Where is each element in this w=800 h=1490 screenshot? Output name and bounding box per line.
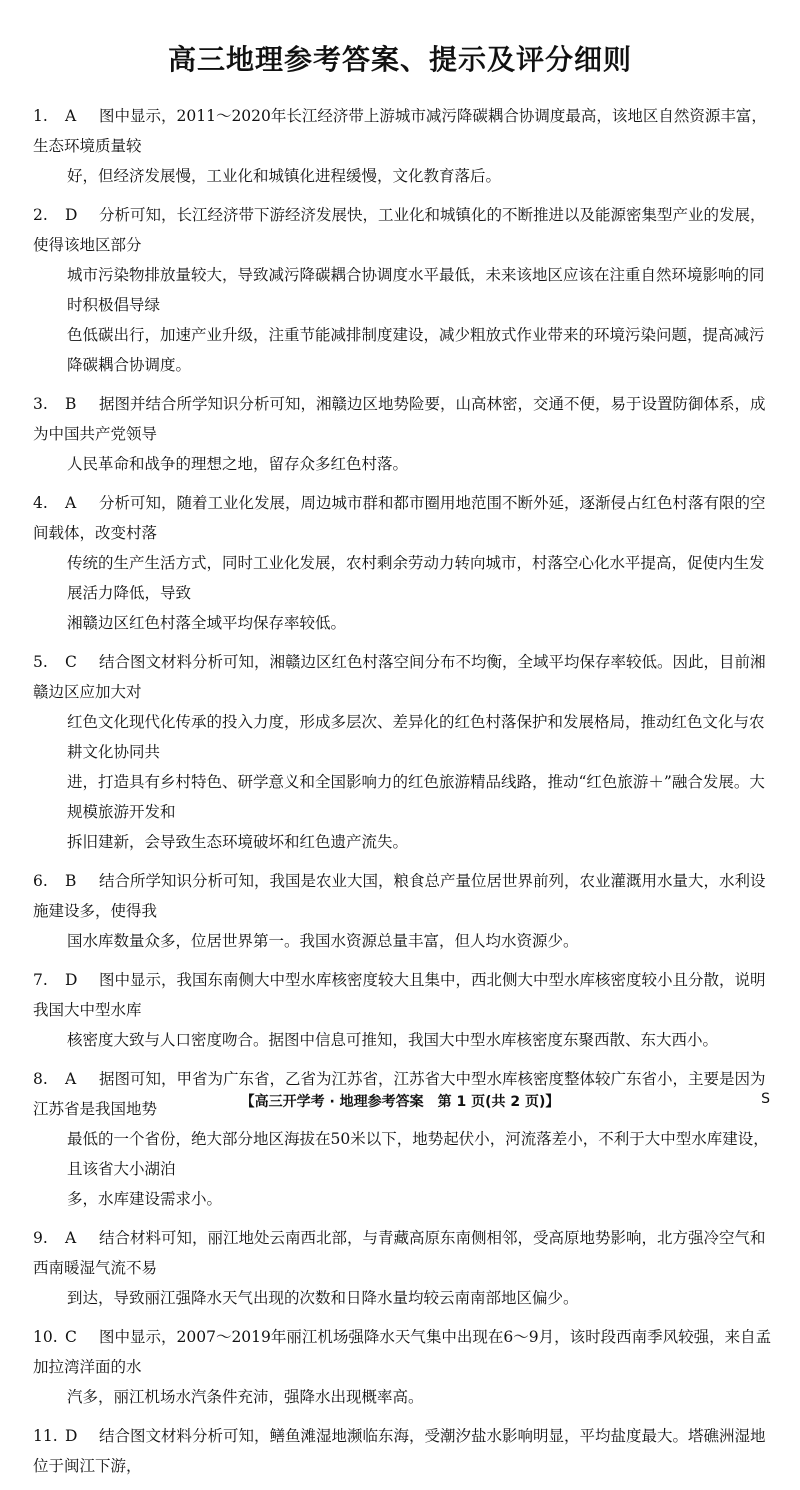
answer-line (33, 866, 773, 926)
question-number: 3. (33, 395, 48, 413)
question-number: 4. (33, 494, 48, 512)
answer-line (33, 389, 773, 449)
answer-line (33, 200, 773, 260)
answer-item (33, 866, 773, 956)
answer-line (33, 1382, 773, 1412)
question-number: 6. (33, 872, 48, 890)
answer-text: 国水库数量众多，位居世界第一。我国水资源总量丰富，但人均水资源少。 (67, 932, 579, 950)
question-number: 7. (33, 971, 48, 989)
answer-text: 人民革命和战争的理想之地，留存众多红色村落。 (67, 455, 409, 473)
answer-item (33, 1064, 773, 1214)
page-footer: 【高三开学考 · 地理参考答案 第 1 页(共 2 页)】 (240, 1094, 560, 1110)
answer-list (33, 101, 773, 1490)
answer-text: 图中显示，我国东南侧大中型水库核密度较大且集中，西北侧大中型水库核密度较小且分散，说明我国大中型水库 (33, 971, 766, 1019)
answer-line (33, 827, 773, 857)
answer-text: 结合材料可知，丽江地处云南西北部，与青藏高原东南侧相邻，受高原地势影响，北方强冷空气和西南暖湿气流不易 (33, 1229, 766, 1277)
answer-item (33, 647, 773, 857)
answer-text: 湘赣边区红色村落全域平均保存率较低。 (67, 614, 347, 632)
answer-line (33, 926, 773, 956)
answer-text: 结合图文材料分析可知，鳝鱼滩湿地濒临东海，受潮汐盐水影响明显，平均盐度最大。塔礁洲湿地位于闽江下游， (33, 1427, 766, 1475)
answer-item (33, 1421, 773, 1481)
answer-line (33, 101, 773, 161)
answer-letter: D (65, 206, 78, 224)
answer-line (33, 767, 773, 827)
answer-line (33, 548, 773, 608)
answer-letter: B (65, 872, 77, 890)
answer-text: 核密度大致与人口密度吻合。据图中信息可推知，我国大中型水库核密度东聚西散、东大西小。 (67, 1031, 719, 1049)
answer-text: 最低的一个省份，绝大部分地区海拔在50米以下，地势起伏小，河流落差小，不利于大中型水库建设，且该省大小湖泊 (67, 1130, 769, 1178)
answer-line (33, 1025, 773, 1055)
answer-letter: C (65, 1328, 77, 1346)
answer-text: 好，但经济发展慢，工业化和城镇化进程缓慢，文化教育落后。 (67, 167, 502, 185)
question-number: 9. (33, 1229, 48, 1247)
question-number: 8. (33, 1070, 48, 1088)
answer-line (33, 965, 773, 1025)
answer-letter: B (65, 395, 77, 413)
answer-line (33, 647, 773, 707)
answer-line (33, 1223, 773, 1283)
answer-text: 结合图文材料分析可知，湘赣边区红色村落空间分布不均衡，全域平均保存率较低。因此，目前湘赣边区应加大对 (33, 653, 766, 701)
answer-letter: A (65, 494, 77, 512)
answer-item (33, 101, 773, 191)
answer-line (33, 1322, 773, 1382)
answer-text: 分析可知，随着工业化发展，周边城市群和都市圈用地范围不断外延，逐渐侵占红色村落有限的空间载体，改变村落 (33, 494, 766, 542)
answer-line (33, 161, 773, 191)
answer-item (33, 488, 773, 638)
question-number: 2. (33, 206, 48, 224)
answer-text: 结合所学知识分析可知，我国是农业大国，粮食总产量位居世界前列，农业灌溉用水量大，水利设施建设多，使得我 (33, 872, 766, 920)
question-number: 1. (33, 107, 48, 125)
answer-line (33, 449, 773, 479)
answer-text: 据图并结合所学知识分析可知，湘赣边区地势险要，山高林密，交通不便，易于设置防御体系，成为中国共产党领导 (33, 395, 766, 443)
answer-letter: C (65, 653, 77, 671)
answer-text: 传统的生产生活方式，同时工业化发展，农村剩余劳动力转向城市，村落空心化水平提高，促使内生发展活力降低，导致 (67, 554, 765, 602)
answer-line (33, 1421, 773, 1481)
answer-letter: D (65, 1427, 78, 1445)
answer-text: 图中显示，2011～2020年长江经济带上游城市减污降碳耦合协调度最高，该地区自然资源丰富，生态环境质量较 (33, 107, 767, 155)
answer-text: 据图可知，甲省为广东省，乙省为江苏省，江苏省大中型水库核密度整体较广东省小，主要是因为江苏省是我国地势 (33, 1070, 766, 1118)
answer-item (33, 1322, 773, 1412)
answer-item (33, 389, 773, 479)
answer-letter: D (65, 971, 78, 989)
answer-text: 红色文化现代化传承的投入力度，形成多层次、差异化的红色村落保护和发展格局，推动红色文化与农耕文化协同共 (67, 713, 765, 761)
answer-line (33, 1124, 773, 1184)
question-number: 11. (33, 1427, 58, 1445)
answer-text: 汽多，丽江机场水汽条件充沛，强降水出现概率高。 (67, 1388, 424, 1406)
answer-text: 多，水库建设需求小。 (67, 1190, 223, 1208)
answer-letter: A (65, 1229, 77, 1247)
answer-line (33, 1184, 773, 1214)
answer-line (33, 707, 773, 767)
answer-text: 进，打造具有乡村特色、研学意义和全国影响力的红色旅游精品线路，推动“红色旅游＋”融合发展。大规模旅游开发和 (67, 773, 765, 821)
corner-mark: S (761, 1091, 770, 1107)
answer-line (33, 608, 773, 638)
answer-line (33, 1283, 773, 1313)
answer-item (33, 965, 773, 1055)
answer-letter: A (65, 1070, 77, 1088)
answer-line (33, 260, 773, 320)
answer-text: 拆旧建新，会导致生态环境破坏和红色遗产流失。 (67, 833, 409, 851)
answer-text: 到达，导致丽江强降水天气出现的次数和日降水量均较云南南部地区偏少。 (67, 1289, 579, 1307)
question-number: 10. (33, 1328, 58, 1346)
answer-item (33, 1223, 773, 1313)
answer-line (33, 488, 773, 548)
answer-text: 城市污染物排放量较大，导致减污降碳耦合协调度水平最低，未来该地区应该在注重自然环境影响的同时积极倡导绿 (67, 266, 765, 314)
answer-item (33, 200, 773, 380)
answer-line (33, 320, 773, 380)
page-title: 高三地理参考答案、提示及评分细则 (167, 43, 632, 76)
answer-text: 色低碳出行，加速产业升级，注重节能减排制度建设，减少粗放式作业带来的环境污染问题，提高减污降碳耦合协调度。 (67, 326, 765, 374)
answer-text: 分析可知，长江经济带下游经济发展快，工业化和城镇化的不断推进以及能源密集型产业的发展，使得该地区部分 (33, 206, 766, 254)
answer-letter: A (65, 107, 77, 125)
answer-text: 图中显示，2007～2019年丽江机场强降水天气集中出现在6～9月，该时段西南季风较强，来自孟加拉湾洋面的水 (33, 1328, 772, 1376)
question-number: 5. (33, 653, 48, 671)
